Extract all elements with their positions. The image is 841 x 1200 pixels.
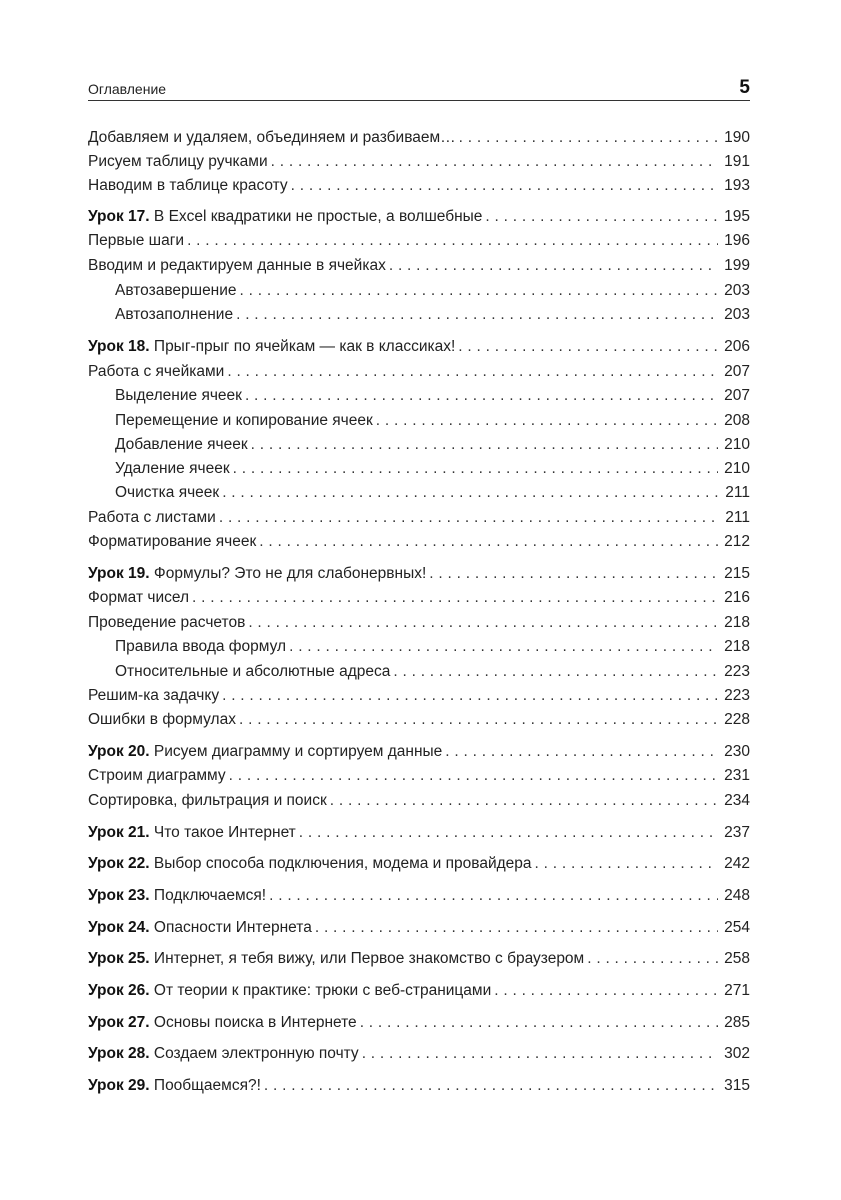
toc-entry-label (88, 1043, 359, 1065)
toc-entry-label (88, 853, 532, 875)
toc-entry-label (88, 531, 256, 553)
toc-entry[interactable] (88, 507, 750, 529)
toc-lesson-entry[interactable] (88, 1043, 750, 1065)
dot-leader (219, 507, 718, 529)
entry-page-number: 215 (724, 565, 750, 582)
toc-entry-label (115, 280, 237, 302)
dot-leader (485, 206, 718, 228)
entry-title: Опасности Интернета (153, 919, 312, 936)
entry-title: Ошибки в формулах (88, 711, 236, 728)
entry-title: Добавляем и удаляем, объединяем и разбиваем… (88, 129, 456, 146)
dot-leader (187, 230, 718, 252)
toc-lesson-entry[interactable] (88, 336, 750, 358)
dot-leader (240, 280, 718, 302)
entry-title: Первые шаги (88, 232, 185, 249)
entry-title: Проведение расчетов (88, 614, 246, 631)
toc-entry-label (88, 612, 245, 634)
entry-page-number: 218 (724, 614, 750, 631)
entry-title: Что такое Интернет (153, 824, 296, 841)
entry-title: Создаем электронную почту (153, 1045, 359, 1062)
header-title: Оглавление (88, 81, 167, 97)
entry-title: Выбор способа подключения, модема и провайдера (153, 855, 532, 872)
toc-entry-label (88, 709, 236, 731)
lesson-number: Урок 18. (88, 338, 150, 355)
dot-leader (229, 765, 718, 787)
lesson-number: Урок 21. (88, 824, 150, 841)
entry-page-number: 254 (724, 919, 750, 936)
lesson-number: Урок 22. (88, 855, 150, 872)
dot-leader (494, 980, 718, 1002)
dot-leader (239, 709, 718, 731)
entry-title: Относительные и абсолютные адреса (115, 663, 391, 680)
page-number: 5 (739, 77, 750, 98)
toc-entry[interactable] (88, 482, 750, 504)
toc-lesson-entry[interactable] (88, 853, 750, 875)
lesson-number: Урок 28. (88, 1045, 150, 1062)
entry-title: Рисуем диаграмму и сортируем данные (153, 743, 443, 760)
running-header (88, 78, 750, 101)
entry-title: Интернет, я тебя вижу, или Первое знакомство с браузером (153, 950, 585, 967)
dot-leader (264, 1075, 718, 1097)
toc-entry[interactable] (88, 410, 750, 432)
toc-entry-label (88, 1012, 357, 1034)
toc-entry-label (88, 175, 288, 197)
entry-page-number: 193 (724, 177, 750, 194)
toc-entry[interactable] (88, 151, 750, 173)
toc-lesson-entry[interactable] (88, 980, 750, 1002)
entry-page-number: 218 (724, 638, 750, 655)
toc-entry[interactable] (88, 434, 750, 456)
dot-leader (248, 612, 718, 634)
toc-entry-label (88, 230, 184, 252)
entry-page-number: 190 (724, 129, 750, 146)
toc-entry-label (88, 151, 268, 173)
entry-title: Строим диаграмму (88, 767, 226, 784)
dot-leader (429, 563, 718, 585)
dot-leader (445, 741, 718, 763)
lesson-number: Урок 20. (88, 743, 150, 760)
toc-entry[interactable] (88, 685, 750, 707)
toc-entry[interactable] (88, 458, 750, 480)
toc-entry[interactable] (88, 304, 750, 326)
toc-entry[interactable] (88, 765, 750, 787)
dot-leader (271, 151, 718, 173)
lesson-number: Урок 25. (88, 950, 150, 967)
entry-page-number: 223 (724, 663, 750, 680)
toc-entry-label (88, 563, 426, 585)
entry-title: Выделение ячеек (115, 387, 242, 404)
toc-entry-label (88, 685, 219, 707)
toc-lesson-entry[interactable] (88, 917, 750, 939)
toc-entry-label (88, 127, 456, 149)
toc-entry-label (88, 885, 266, 907)
entry-page-number: 199 (724, 257, 750, 274)
toc-entry-label (88, 948, 584, 970)
dot-leader (330, 790, 718, 812)
toc-entry-label (88, 917, 312, 939)
toc-entry-label (88, 336, 455, 358)
toc-entry-label (88, 822, 296, 844)
toc-entry-label (115, 304, 233, 326)
toc-entry-label (115, 458, 230, 480)
entry-page-number: 195 (724, 208, 750, 225)
entry-page-number: 230 (724, 743, 750, 760)
entry-title: Автозавершение (115, 282, 237, 299)
dot-leader (245, 385, 718, 407)
entry-page-number: 216 (724, 589, 750, 606)
toc-entry-label (115, 636, 286, 658)
entry-page-number: 211 (725, 484, 750, 501)
entry-title: Прыг-прыг по ячейкам — как в классиках! (153, 338, 456, 355)
toc-entry-label (88, 587, 189, 609)
dot-leader (535, 853, 718, 875)
entry-title: Формат чисел (88, 589, 189, 606)
lesson-number: Урок 29. (88, 1077, 150, 1094)
toc-lesson-entry[interactable] (88, 1075, 750, 1097)
entry-title: От теории к практике: трюки с веб-страницами (153, 982, 492, 999)
lesson-number: Урок 23. (88, 887, 150, 904)
entry-title: Пообщаемся?! (153, 1077, 261, 1094)
dot-leader (458, 336, 718, 358)
dot-leader (192, 587, 718, 609)
dot-leader (587, 948, 718, 970)
entry-title: Работа с листами (88, 509, 216, 526)
toc-entry[interactable] (88, 636, 750, 658)
dot-leader (289, 636, 718, 658)
toc-entry-label (115, 482, 219, 504)
entry-page-number: 231 (724, 767, 750, 784)
entry-title: Работа с ячейками (88, 363, 225, 380)
toc-entry-label (88, 255, 386, 277)
lesson-number: Урок 19. (88, 565, 150, 582)
toc-entry[interactable] (88, 709, 750, 731)
dot-leader (269, 885, 718, 907)
entry-title: Форматирование ячеек (88, 533, 257, 550)
dot-leader (459, 127, 718, 149)
toc-entry[interactable] (88, 612, 750, 634)
lesson-number: Урок 26. (88, 982, 150, 999)
toc-entry-label (88, 790, 327, 812)
entry-page-number: 206 (724, 338, 750, 355)
entry-title: Автозаполнение (115, 306, 234, 323)
toc-entry-label (115, 410, 373, 432)
dot-leader (362, 1043, 718, 1065)
entry-page-number: 285 (724, 1014, 750, 1031)
entry-title: В Excel квадратики не простые, а волшебные (153, 208, 483, 225)
entry-page-number: 248 (724, 887, 750, 904)
toc-entry[interactable] (88, 531, 750, 553)
entry-page-number: 242 (724, 855, 750, 872)
entry-title: Основы поиска в Интернете (153, 1014, 357, 1031)
toc-entry-label (88, 741, 442, 763)
toc-entry[interactable] (88, 280, 750, 302)
entry-title: Сортировка, фильтрация и поиск (88, 792, 327, 809)
entry-page-number: 210 (724, 436, 750, 453)
toc-lesson-entry[interactable] (88, 822, 750, 844)
entry-page-number: 203 (724, 306, 750, 323)
toc-entry[interactable] (88, 361, 750, 383)
entry-title: Удаление ячеек (115, 460, 230, 477)
dot-leader (389, 255, 718, 277)
entry-page-number: 191 (724, 153, 750, 170)
entry-title: Перемещение и копирование ячеек (115, 412, 373, 429)
dot-leader (299, 822, 718, 844)
entry-page-number: 237 (724, 824, 750, 841)
toc-lesson-entry[interactable] (88, 206, 750, 228)
toc-entry-label (88, 507, 216, 529)
entry-page-number: 207 (724, 363, 750, 380)
dot-leader (376, 410, 718, 432)
entry-title: Вводим и редактируем данные в ячейках (88, 257, 386, 274)
toc-lesson-entry[interactable] (88, 948, 750, 970)
toc-entry[interactable] (88, 385, 750, 407)
entry-page-number: 211 (725, 509, 750, 526)
toc-entry-label (88, 206, 482, 228)
lesson-number: Урок 24. (88, 919, 150, 936)
lesson-number: Урок 17. (88, 208, 150, 225)
dot-leader (360, 1012, 718, 1034)
toc-entry-label (115, 661, 390, 683)
entry-title: Рисуем таблицу ручками (88, 153, 268, 170)
dot-leader (227, 361, 718, 383)
entry-title: Формулы? Это не для слабонервных! (153, 565, 427, 582)
dot-leader (251, 434, 718, 456)
toc-lesson-entry[interactable] (88, 741, 750, 763)
toc-lesson-entry[interactable] (88, 885, 750, 907)
entry-page-number: 210 (724, 460, 750, 477)
toc-entry[interactable] (88, 587, 750, 609)
toc-entry-label (115, 385, 242, 407)
entry-title: Очистка ячеек (115, 484, 220, 501)
entry-page-number: 315 (724, 1077, 750, 1094)
dot-leader (393, 661, 718, 683)
lesson-number: Урок 27. (88, 1014, 150, 1031)
entry-page-number: 208 (724, 412, 750, 429)
entry-title: Добавление ячеек (115, 436, 248, 453)
toc-entry-label (88, 1075, 261, 1097)
entry-page-number: 196 (724, 232, 750, 249)
entry-page-number: 258 (724, 950, 750, 967)
toc-lesson-entry[interactable] (88, 1012, 750, 1034)
entry-page-number: 234 (724, 792, 750, 809)
entry-page-number: 228 (724, 711, 750, 728)
toc-entry[interactable] (88, 661, 750, 683)
dot-leader (222, 685, 718, 707)
dot-leader (236, 304, 718, 326)
dot-leader (315, 917, 718, 939)
entry-page-number: 207 (724, 387, 750, 404)
dot-leader (222, 482, 718, 504)
entry-title: Решим-ка задачку (88, 687, 220, 704)
toc-entry-label (115, 434, 248, 456)
toc-entry[interactable] (88, 175, 750, 197)
dot-leader (259, 531, 718, 553)
toc-entry-label (88, 765, 226, 787)
toc-entry-label (88, 361, 224, 383)
toc-entry[interactable] (88, 790, 750, 812)
toc-entry-label (88, 980, 491, 1002)
entry-title: Подключаемся! (153, 887, 267, 904)
entry-page-number: 203 (724, 282, 750, 299)
toc-lesson-entry[interactable] (88, 563, 750, 585)
entry-title: Наводим в таблице красоту (88, 177, 288, 194)
entry-page-number: 212 (724, 533, 750, 550)
entry-title: Правила ввода формул (115, 638, 287, 655)
entry-page-number: 223 (724, 687, 750, 704)
dot-leader (233, 458, 718, 480)
entry-page-number: 271 (724, 982, 750, 999)
toc-entry[interactable] (88, 127, 750, 149)
toc-entry[interactable] (88, 230, 750, 252)
entry-page-number: 302 (724, 1045, 750, 1062)
dot-leader (291, 175, 718, 197)
toc-entry[interactable] (88, 255, 750, 277)
